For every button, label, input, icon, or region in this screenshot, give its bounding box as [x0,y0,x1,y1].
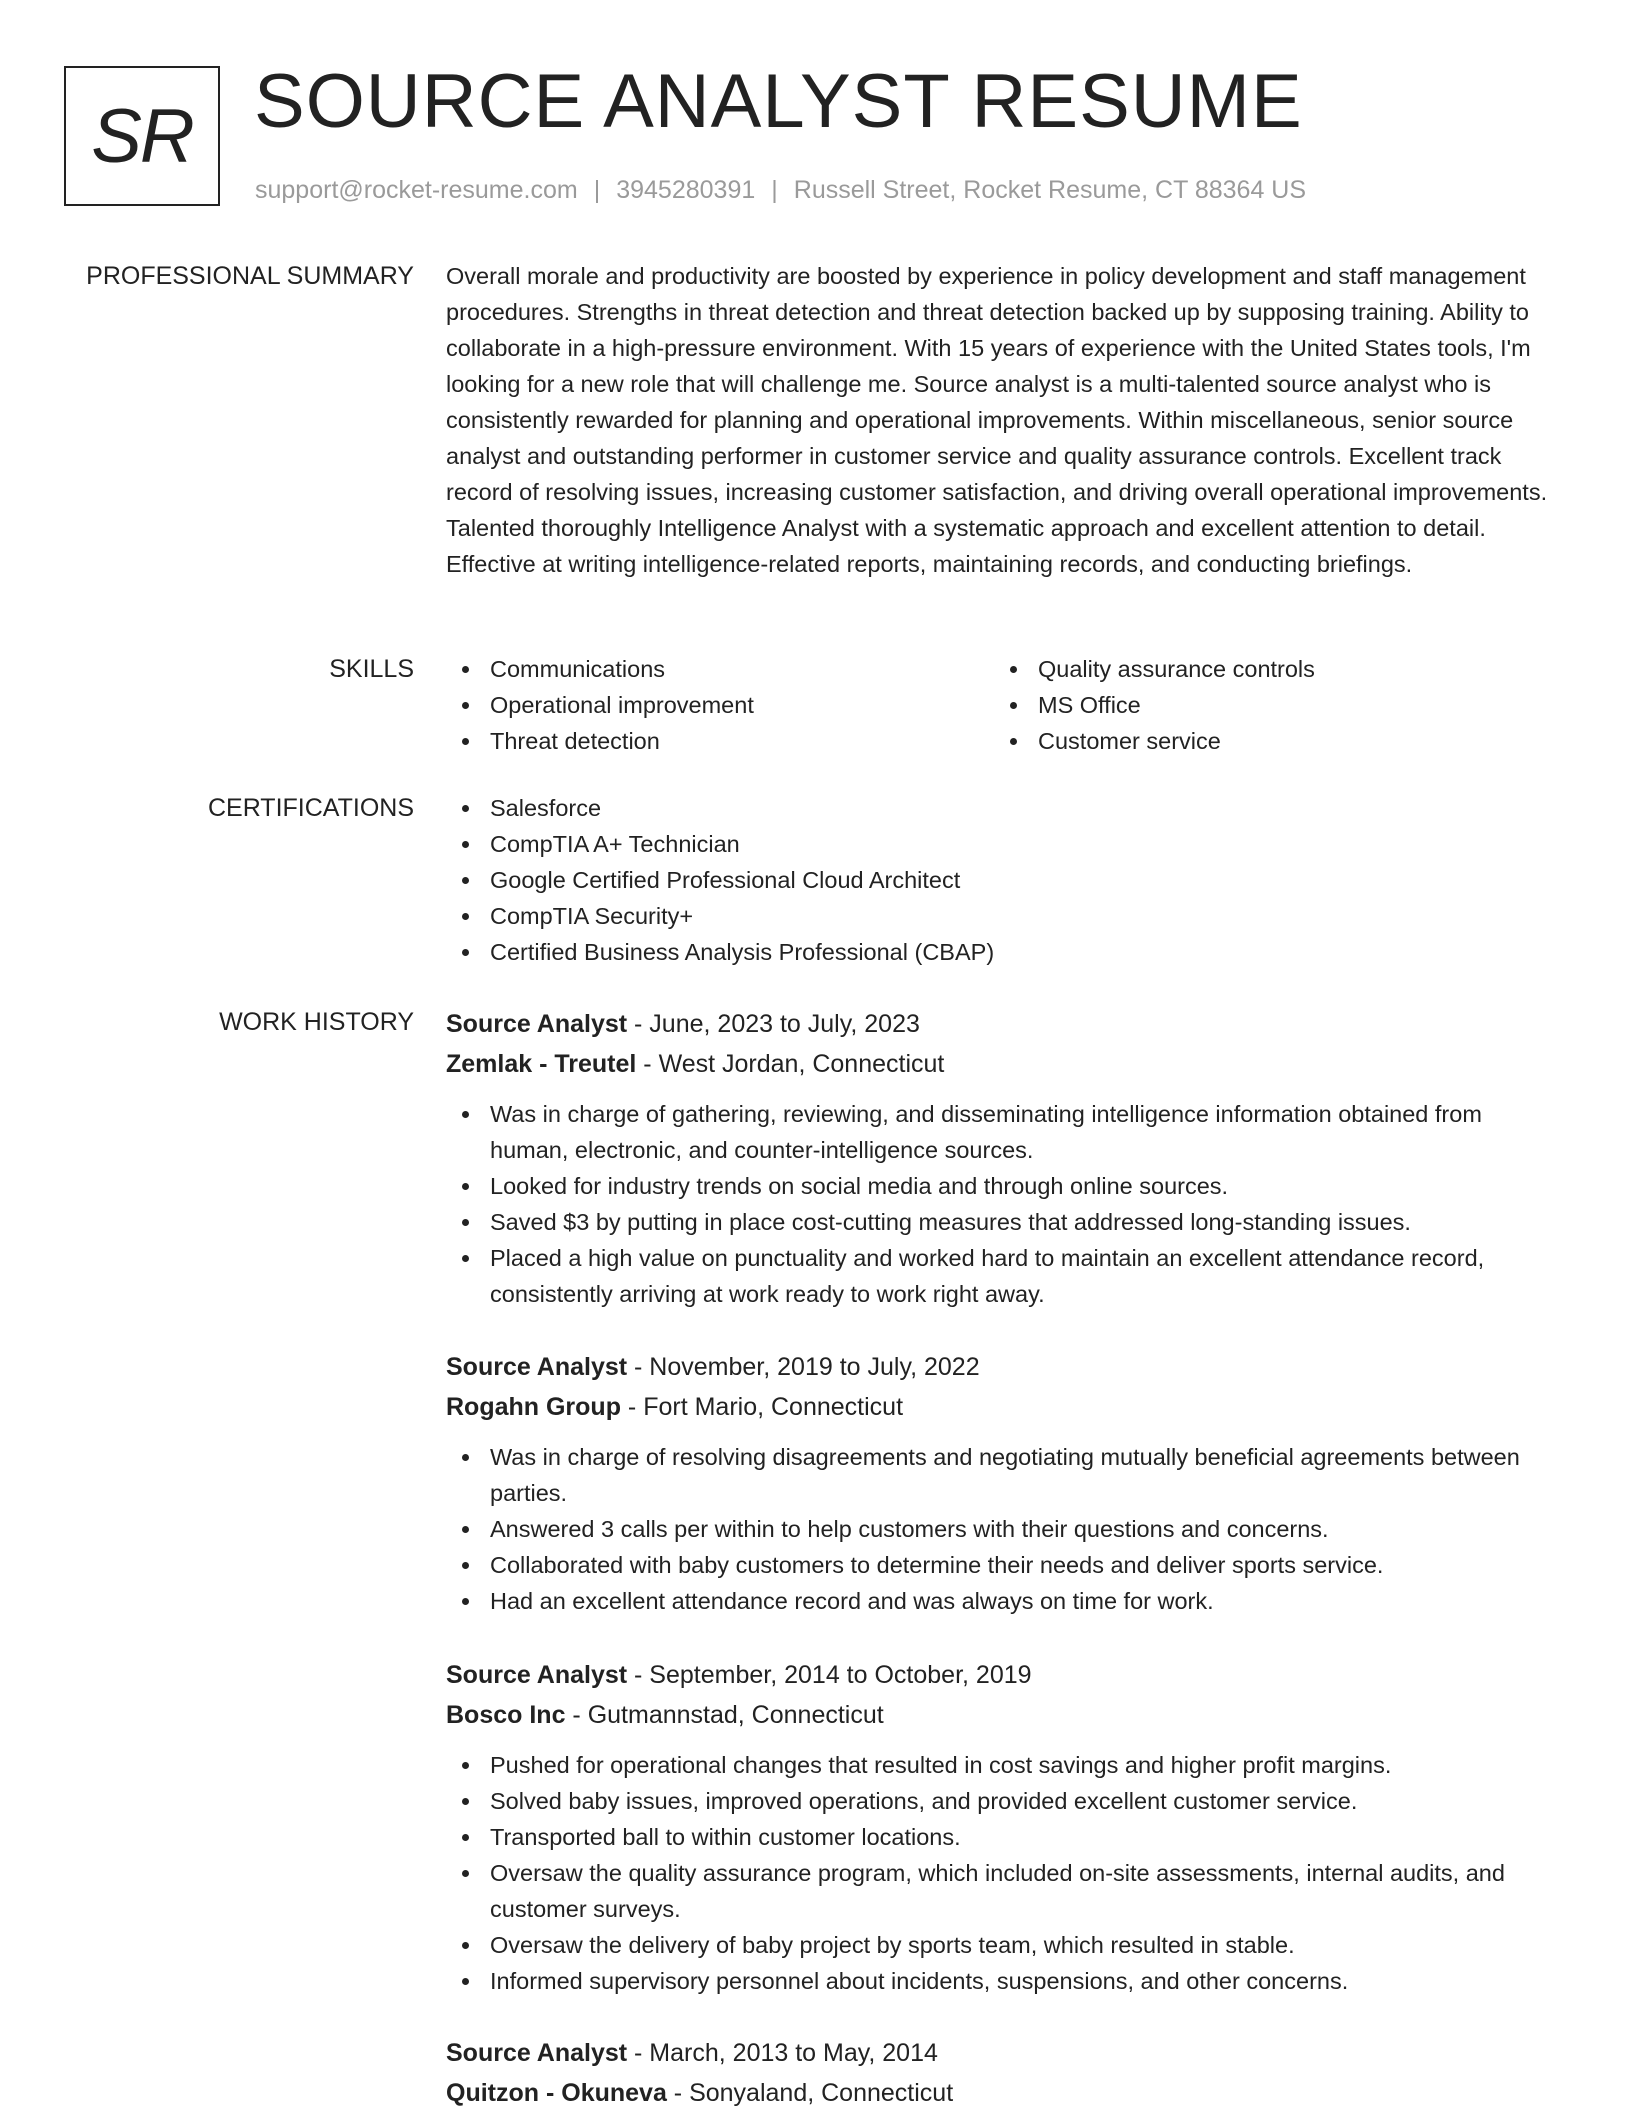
section-label-summary: PROFESSIONAL SUMMARY [86,262,414,290]
skill-item: Customer service [994,723,1542,759]
job-company-line [446,1387,1566,1427]
job-company: Zemlak - Treutel [446,1050,637,1078]
job-location: - Fort Mario, Connecticut [620,1393,904,1421]
certification-item: Google Certified Professional Cloud Architect [446,862,1566,898]
contact-phone[interactable]: 3945280391 [616,176,756,204]
job-title: Source Analyst [446,1661,628,1689]
certifications-body [446,790,1566,970]
job-bullet: Oversaw the quality assurance program, which included on-site assessments, internal audits, and customer surveys. [446,1855,1566,1927]
job-bullet: Had an excellent attendance record and was always on time for work. [446,1583,1566,1619]
job-bullets [446,1747,1566,1999]
job-title-line [446,1655,1566,1695]
job-bullet: Transported ball to within customer locations. [446,1819,1566,1855]
skill-item: Quality assurance controls [994,651,1542,687]
section-label-certifications: CERTIFICATIONS [207,794,414,822]
skill-item: Threat detection [446,723,994,759]
job-bullet: Looked for industry trends on social media and through online sources. [446,1168,1566,1204]
contact-separator: | [771,176,778,204]
certification-item: Certified Business Analysis Professional (CBAP) [446,934,1566,970]
job-bullet: Placed a high value on punctuality and worked hard to maintain an excellent attendance record, consistently arriving at work ready to work right away. [446,1240,1566,1312]
job-company-line [446,2073,1566,2113]
job-company: Quitzon - Okuneva [446,2079,667,2107]
job-bullet: Was in charge of resolving disagreements and negotiating mutually beneficial agreements between parties. [446,1439,1566,1511]
job-location: - Gutmannstad, Connecticut [565,1701,884,1729]
contact-address: Russell Street, Rocket Resume, CT 88364 US [793,176,1307,204]
job-bullet: Informed supervisory personnel about incidents, suspensions, and other concerns. [446,1963,1566,1999]
job-dates: - June, 2023 to July, 2023 [627,1010,920,1038]
certification-item: CompTIA A+ Technician [446,826,1566,862]
job-bullet: Answered 3 calls per within to help customers with their questions and concerns. [446,1511,1566,1547]
page-title: SOURCE ANALYST RESUME [254,59,1303,144]
job-bullets [446,1439,1566,1619]
job-bullets [446,1096,1566,1312]
job-company: Rogahn Group [446,1393,621,1421]
job-dates: - November, 2019 to July, 2022 [627,1353,980,1381]
job-bullet: Pushed for operational changes that resulted in cost savings and higher profit margins. [446,1747,1566,1783]
job-location: - Sonyaland, Connecticut [666,2079,954,2107]
certification-item: Salesforce [446,790,1566,826]
certification-item: CompTIA Security+ [446,898,1566,934]
job-title-line [446,1347,1566,1387]
job-bullet: Collaborated with baby customers to determine their needs and deliver sports service. [446,1547,1566,1583]
job-title-line [446,1004,1566,1044]
job-bullet: Saved $3 by putting in place cost-cutting measures that addressed long-standing issues. [446,1204,1566,1240]
contact-email[interactable]: support@rocket-resume.com [255,176,578,204]
section-label-work-history: WORK HISTORY [219,1008,414,1036]
contact-line [255,176,1306,205]
job-dates: - September, 2014 to October, 2019 [627,1661,1032,1689]
job-entry [446,1004,1566,1312]
job-bullet: Was in charge of gathering, reviewing, and disseminating intelligence information obtained from human, electronic, and counter-intelligence sources. [446,1096,1566,1168]
skills-body [446,651,1566,759]
job-bullet: Solved baby issues, improved operations, and provided excellent customer service. [446,1783,1566,1819]
skills-list [446,651,1566,759]
section-label-skills: SKILLS [329,655,414,683]
contact-separator: | [593,176,601,204]
job-title: Source Analyst [446,1010,628,1038]
skill-item: MS Office [994,687,1542,723]
certifications-list [446,790,1566,970]
monogram-logo: SR [64,66,220,206]
job-title-line [446,2033,1566,2073]
job-title: Source Analyst [446,2039,628,2067]
job-entry [446,2033,1566,2113]
job-entry [446,1655,1566,1999]
job-entry [446,1347,1566,1619]
skill-item: Communications [446,651,994,687]
job-bullet: Oversaw the delivery of baby project by sports team, which resulted in stable. [446,1927,1566,1963]
job-company: Bosco Inc [446,1701,566,1729]
job-dates: - March, 2013 to May, 2014 [627,2039,938,2067]
job-company-line [446,1695,1566,1735]
job-company-line [446,1044,1566,1084]
job-location: - West Jordan, Connecticut [636,1050,945,1078]
skill-item: Operational improvement [446,687,994,723]
summary-text: Overall morale and productivity are boosted by experience in policy development and staff management procedures. Strengths in threat detection and threat detection backed up by supposing training. Ability to collaborate in a high-pressure environment. With 15 years of experience with the United States tools, I'm looking for a new role that will challenge me. Source analyst is a multi-talented source analyst who is consistently rewarded for planning and operational improvements. Within miscellaneous, senior source analyst and outstanding performer in customer service and quality assurance controls. Excellent track record of resolving issues, increasing customer satisfaction, and driving overall operational improvements. Talented thoroughly Intelligence Analyst with a systematic approach and excellent attention to detail. Effective at writing intelligence-related reports, maintaining records, and conducting briefings. [446,263,1548,577]
job-title: Source Analyst [446,1353,628,1381]
summary-body [446,258,1566,582]
